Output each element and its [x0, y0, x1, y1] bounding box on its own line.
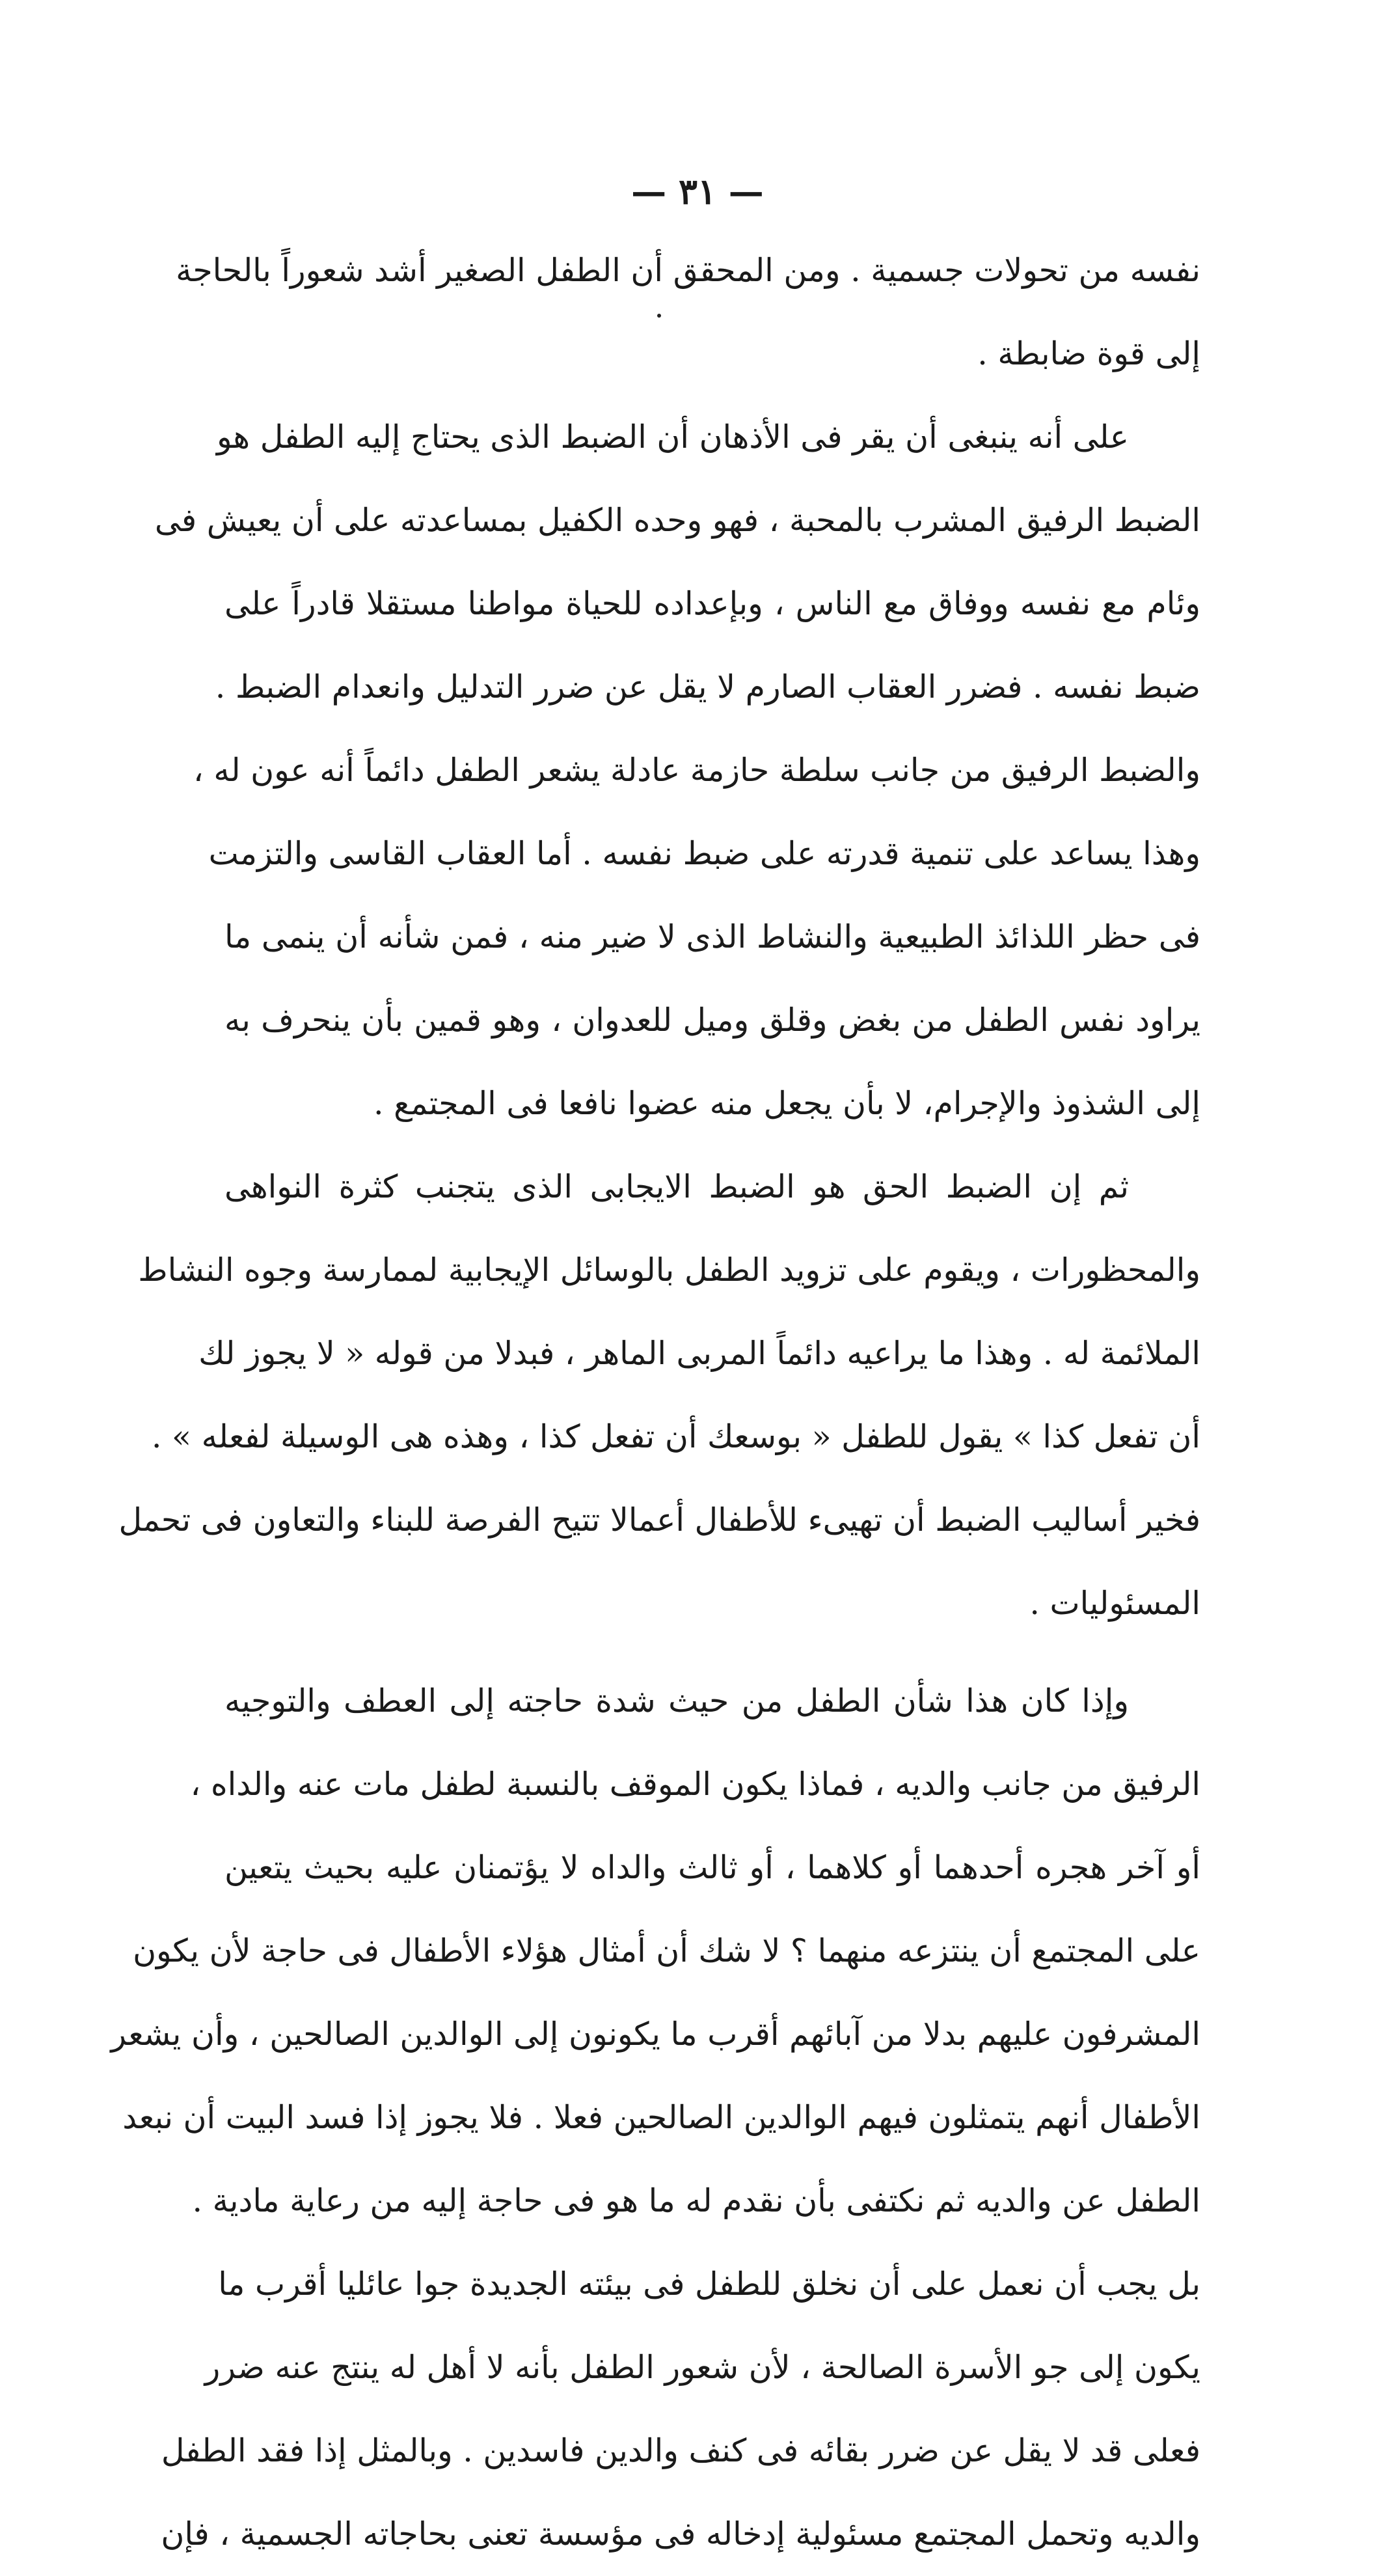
text-line: على أنه ينبغى أن يقر فى الأذهان أن الضبط الذى يحتاج إليه الطفل هو	[216, 418, 1129, 456]
text-line: على المجتمع أن ينتزعه منهما ؟ لا شك أن أمثال هؤلاء الأطفال فى حاجة لأن يكون	[133, 1932, 1200, 1969]
page-number: — ٣١ —	[631, 171, 764, 212]
text-line: ضبط نفسه . فضرر العقاب الصارم لا يقل عن ضرر التدليل وانعدام الضبط .	[215, 668, 1200, 706]
text-line: والديه وتحمل المجتمع مسئولية إدخاله فى مؤسسة تعنى بحاجاته الجسمية ، فإن	[161, 2515, 1200, 2553]
text-line: أن تفعل كذا » يقول للطفل « بوسعك أن تفعل كذا ، وهذه هى الوسيلة لفعله » .	[151, 1418, 1200, 1455]
text-line: الضبط الرفيق المشرب بالمحبة ، فهو وحده الكفيل بمساعدته على أن يعيش فى	[154, 502, 1200, 539]
text-line: الرفيق من جانب والديه ، فماذا يكون الموقف بالنسبة لطفل مات عنه والداه ،	[190, 1766, 1200, 1803]
text-line: أو آخر هجره أحدهما أو كلاهما ، أو ثالث والداه لا يؤتمنان عليه بحيث يتعين	[224, 1849, 1200, 1886]
text-line: يراود نفس الطفل من بغض وقلق وميل للعدوان ، وهو قمين بأن ينحرف به	[224, 1002, 1200, 1039]
text-line: الطفل عن والديه ثم نكتفى بأن نقدم له ما هو فى حاجة إليه من رعاية مادية .	[192, 2182, 1200, 2219]
text-line: ثم إن الضبط الحق هو الضبط الايجابى الذى يتجنب كثرة النواهى	[224, 1168, 1129, 1205]
text-line: المسئوليات .	[1029, 1585, 1200, 1622]
paragraph-gap	[224, 1645, 1200, 1660]
body-text	[111, 229, 1200, 2576]
text-line: بل يجب أن نعمل على أن نخلق للطفل فى بيئته الجديدة جوا عائليا أقرب ما	[218, 2266, 1200, 2303]
text-line: والضبط الرفيق من جانب سلطة حازمة عادلة يشعر الطفل دائماً أنه عون له ،	[193, 752, 1200, 789]
paragraph	[176, 229, 1200, 396]
text-line: فعلى قد لا يقل عن ضرر بقائه فى كنف والدين فاسدين . وبالمثل إذا فقد الطفل	[161, 2432, 1200, 2469]
text-line: يكون إلى جو الأسرة الصالحة ، لأن شعور الطفل بأنه لا أهل له ينتج عنه ضرر	[204, 2349, 1200, 2386]
text-line: فخير أساليب الضبط أن تهيىء للأطفال أعمالا تتيح الفرصة للبناء والتعاون فى تحمل	[118, 1501, 1200, 1539]
paragraph	[118, 1145, 1200, 1645]
paragraph	[154, 396, 1200, 1145]
paragraph	[111, 1660, 1200, 2576]
text-line: وئام مع نفسه ووفاق مع الناس ، وبإعداده للحياة مواطنا مستقلا قادراً على	[224, 585, 1200, 622]
text-line: الأطفال أنهم يتمثلون فيهم الوالدين الصالحين فعلا . فلا يجوز إذا فسد البيت أن نبعد	[122, 2099, 1200, 2136]
text-line: والمحظورات ، ويقوم على تزويد الطفل بالوسائل الإيجابية لممارسة وجوه النشاط	[138, 1252, 1200, 1289]
text-line: إلى الشذوذ والإجرام، لا بأن يجعل منه عضوا نافعا فى المجتمع .	[373, 1085, 1200, 1122]
text-line: المشرفون عليهم بدلا من آبائهم أقرب ما يكونون إلى الوالدين الصالحين ، وأن يشعر	[111, 2016, 1200, 2053]
text-line: نفسه من تحولات جسمية . ومن المحقق أن الطفل الصغير أشد شعوراً بالحاجة	[176, 252, 1200, 289]
text-line: فى حظر اللذائذ الطبيعية والنشاط الذى لا ضير منه ، فمن شأنه أن ينمى ما	[224, 918, 1200, 955]
text-line: وإذا كان هذا شأن الطفل من حيث شدة حاجته إلى العطف والتوجيه	[224, 1682, 1129, 1720]
text-line: إلى قوة ضابطة .	[977, 335, 1200, 372]
text-line: وهذا يساعد على تنمية قدرته على ضبط نفسه . أما العقاب القاسى والتزمت	[208, 835, 1200, 872]
text-line: الملائمة له . وهذا ما يراعيه دائماً المربى الماهر ، فبدلا من قوله « لا يجوز لك	[198, 1335, 1200, 1372]
